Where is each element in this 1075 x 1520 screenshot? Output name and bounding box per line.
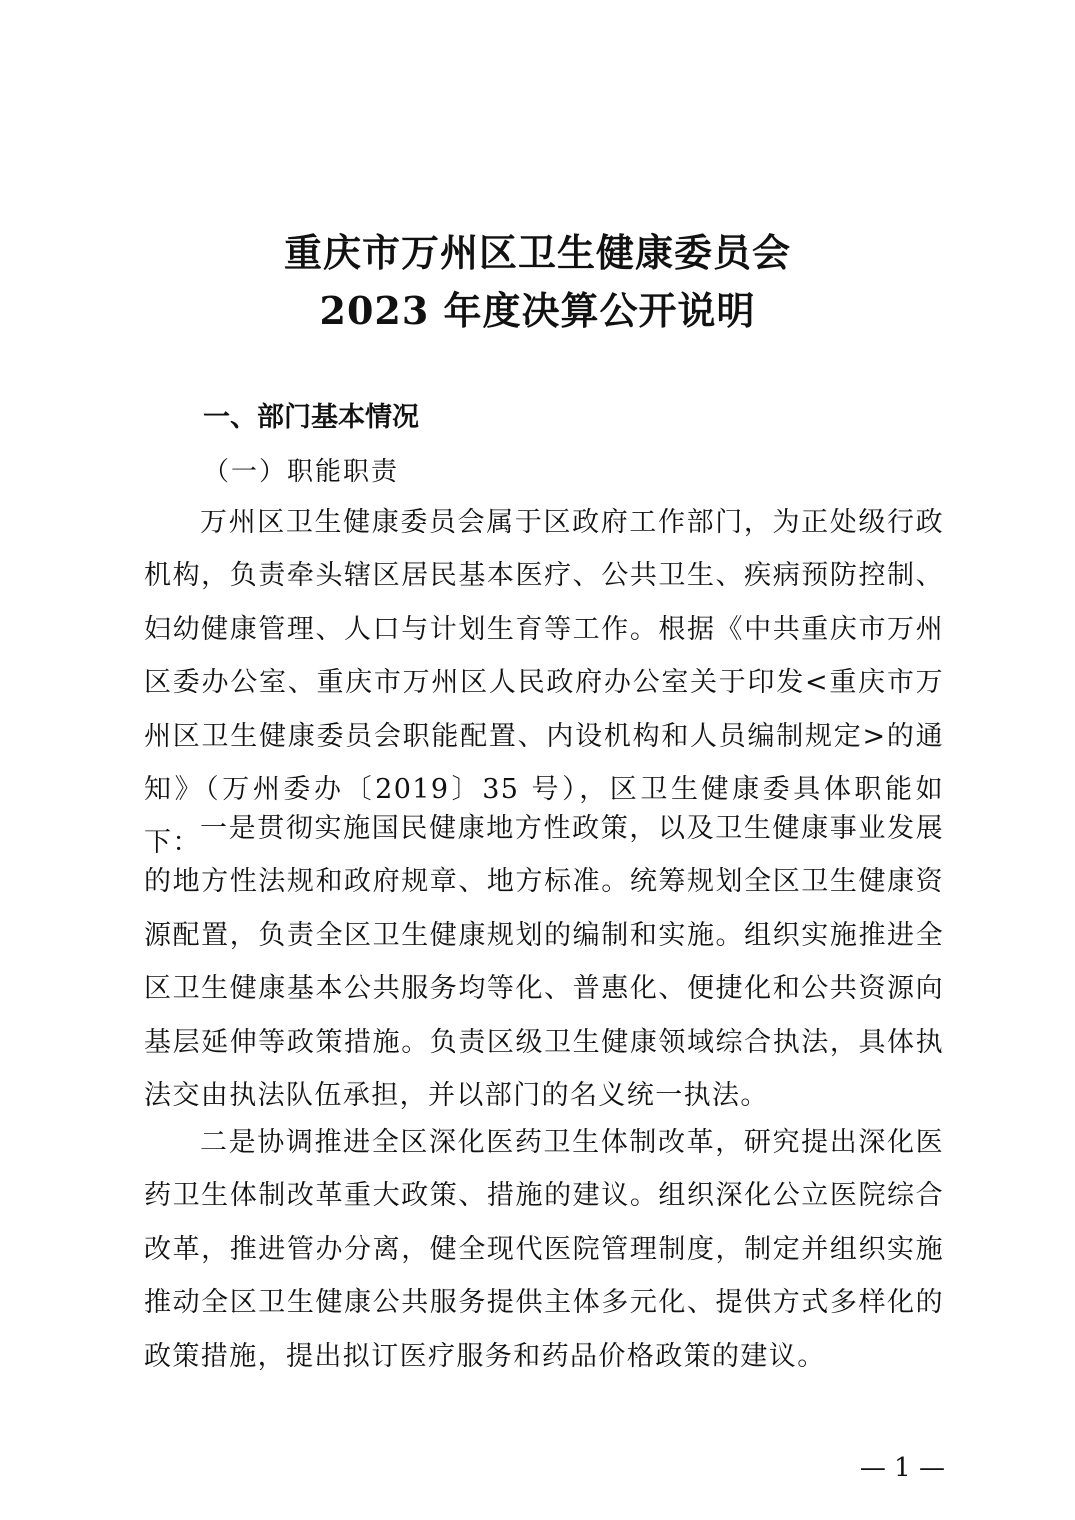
subsection-heading: （一）职能职责 (203, 457, 400, 487)
title-line-1: 重庆市万州区卫生健康委员会 (283, 230, 791, 275)
body-paragraph-3: 二是协调推进全区深化医药卫生体制改革，研究提出深化医药卫生体制改革重大政策、措施的建议。组织深化公立医院综合改革，推进管办分离，健全现代医院管理制度，制定并组织实施推动全区卫生健康公共服务提供主体多元化、提供方式多样化的政策措施，提出拟订医疗服务和药品价格政策的建议。 (144, 1127, 944, 1372)
document-title (0, 224, 1075, 340)
body-paragraph-1: 万州区卫生健康委员会属于区政府工作部门，为正处级行政机构，负责牵头辖区居民基本医疗、公共卫生、疾病预防控制、妇幼健康管理、人口与计划生育等工作。根据《中共重庆市万州区委办公室、重庆市万州区人民政府办公室关于印发<重庆市万州区卫生健康委员会职能配置、内设机构和人员编制规定>的通知》（万州委办〔2019〕35 号），区卫生健康委具体职能如下： (144, 507, 944, 859)
page-number: — 1 — (859, 1453, 945, 1483)
body-paragraph-2: 一是贯彻实施国民健康地方性政策，以及卫生健康事业发展的地方性法规和政府规章、地方标准。统筹规划全区卫生健康资源配置，负责全区卫生健康规划的编制和实施。组织实施推进全区卫生健康基本公共服务均等化、普惠化、便捷化和公共资源向基层延伸等政策措施。负责区级卫生健康领域综合执法，具体执法交由执法队伍承担，并以部门的名义统一执法。 (144, 813, 944, 1112)
title-line-2: 2023 年度决算公开说明 (319, 288, 756, 333)
section-heading: 一、部门基本情况 (203, 402, 419, 433)
